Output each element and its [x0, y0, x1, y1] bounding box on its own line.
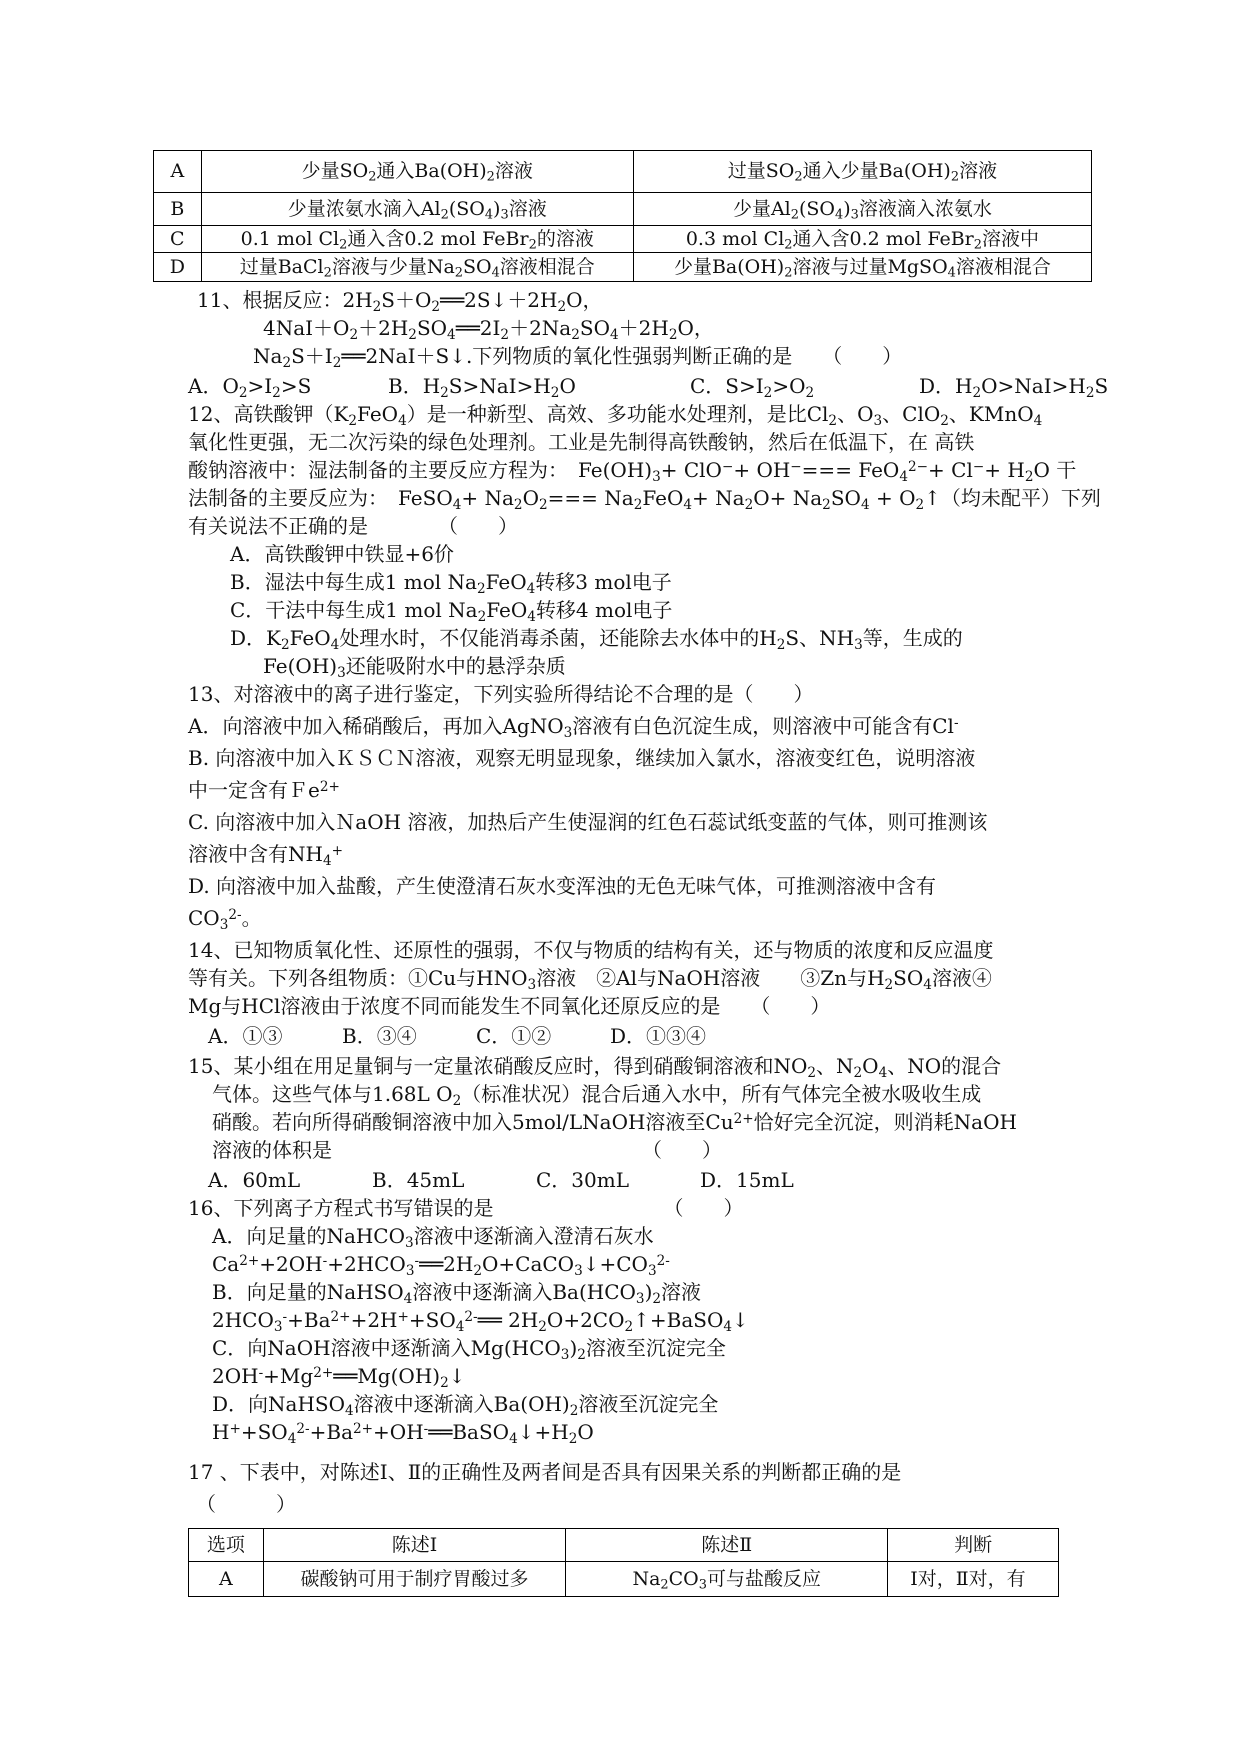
q14-option-a: A．①③: [208, 1024, 283, 1048]
q17-stem-line2: （ ）: [196, 1492, 296, 1516]
q11-option-b: B．$H_2S>NaI>H_2O$: [388, 374, 576, 401]
q12-stem-line5: 有关说法不正确的是 （ ）: [188, 514, 518, 538]
row-label: D: [154, 253, 202, 282]
table-row: [154, 226, 1092, 253]
q16-option-b: B．向足量的NaHSO$_4$溶液中逐渐滴入$Ba(HCO_3)_2$溶液: [212, 1280, 702, 1307]
q16-option-d-equation: $H^++SO_4^{2-}+Ba^{2+}+OH^-══BaSO_4↓+H_2O$: [212, 1420, 594, 1447]
table-cell: 少量$SO_2$通入$Ba(OH)_2$溶液: [201, 151, 633, 193]
table-cell: $Na_2CO_3$可与盐酸反应: [566, 1562, 888, 1597]
table-row: [154, 253, 1092, 282]
row-label: C: [154, 226, 202, 253]
q12-stem-line3: 酸钠溶液中：湿法制备的主要反应方程为： $Fe(OH)_3+ ClO^-+ OH^-=== FeO_4^{2-}+ Cl^-+ H_2O$ 干: [188, 458, 1077, 485]
q15-option-b: B．45mL: [372, 1168, 465, 1192]
q13-option-b-line2: 中一定含有Ｆe$^{2+}$: [188, 778, 340, 802]
q16-option-b-equation: $2HCO_3^-+Ba^{2+}+2H^++SO_4^{2-}══$ $2H_2O+2CO_2↑+BaSO_4↓$: [212, 1308, 749, 1335]
q17-stem-line1: 17 、下表中，对陈述Ⅰ、Ⅱ的正确性及两者间是否具有因果关系的判断都正确的是: [188, 1460, 902, 1484]
q16-stem: 16、下列离子方程式书写错误的是 （ ）: [188, 1196, 744, 1220]
table-row: [154, 193, 1092, 226]
q13-option-d-line1: D. 向溶液中加入盐酸，产生使澄清石灰水变浑浊的无色无味气体，可推测溶液中含有: [188, 874, 937, 898]
table-cell: 少量$Ba(OH)_2$溶液与过量MgSO$_4$溶液相混合: [633, 253, 1091, 282]
table-cell: 0.3 mol $Cl_2$通入含0.2 mol FeBr$_2$溶液中: [633, 226, 1091, 253]
q15-option-a: A．60mL: [208, 1168, 301, 1192]
q16-option-d: D．向NaHSO$_4$溶液中逐渐滴入$Ba(OH)_2$溶液至沉淀完全: [212, 1392, 719, 1419]
row-label: A: [189, 1562, 264, 1597]
q14-stem-line3: Mg与HCl溶液由于浓度不同而能发生不同氧化还原反应的是 （ ）: [188, 994, 831, 1018]
row-label: B: [154, 193, 202, 226]
q13-option-b-line1: B. 向溶液中加入ＫＳＣＮ溶液，观察无明显现象，继续加入氯水，溶液变红色，说明溶液: [188, 746, 976, 770]
table-row: [154, 151, 1092, 193]
q17-judgement-table: [188, 1528, 1059, 1597]
q11-stem-line3: $Na_2S+I_2══2NaI+S↓$.下列物质的氧化性强弱判断正确的是 （ ）: [253, 344, 903, 371]
column-header: 判断: [888, 1529, 1059, 1562]
q16-option-a-equation: $Ca^{2+}+2OH^-+2HCO_3^-══2H_2O+CaCO_3↓+CO_3^{2-}$: [212, 1252, 670, 1279]
q14-stem-line1: 14、已知物质氧化性、还原性的强弱，不仅与物质的结构有关，还与物质的浓度和反应温度: [188, 938, 994, 962]
column-header: 选项: [189, 1529, 264, 1562]
q11-option-a: A．$O_2>I_2>S$: [188, 374, 312, 401]
table-cell: Ⅰ对，Ⅱ对，有: [888, 1562, 1059, 1597]
q15-option-d: D．15mL: [700, 1168, 794, 1192]
q13-option-d-line2: $CO_3^{2-}$。: [188, 906, 262, 933]
table-cell: 过量BaCl$_2$溶液与少量$Na_2SO_4$溶液相混合: [201, 253, 633, 282]
q13-option-c-line1: C. 向溶液中加入ＮaOH 溶液，加热后产生使湿润的红色石蕊试纸变蓝的气体，则可推测该: [188, 810, 988, 834]
q15-option-c: C．30mL: [536, 1168, 629, 1192]
q14-option-d: D．①③④: [610, 1024, 707, 1048]
q14-option-b: B．③④: [342, 1024, 417, 1048]
q15-stem-line3: 硝酸。若向所得硝酸铜溶液中加入5mol/LNaOH溶液至$Cu^{2+}$恰好完全沉淀，则消耗NaOH: [212, 1110, 1017, 1134]
q11-stem-line1: 11、根据反应：$2H_2S+O_2══2S↓+2H_2O$，: [197, 288, 603, 315]
q14-option-c: C．①②: [476, 1024, 552, 1048]
q14-stem-line2: 等有关。下列各组物质：①Cu与$HNO_3$溶液 ②Al与NaOH溶液 ③Zn与$H_2SO_4$溶液④: [188, 966, 992, 993]
q12-option-b: B．湿法中每生成1 mol $Na_2FeO_4$转移3 mol电子: [230, 570, 672, 597]
table-cell: 碳酸钠可用于制疗胃酸过多: [263, 1562, 565, 1597]
row-label: A: [154, 151, 202, 193]
column-header: 陈述Ⅱ: [566, 1529, 888, 1562]
q12-stem-line2: 氧化性更强，无二次污染的绿色处理剂。工业是先制得高铁酸钠，然后在低温下，在 高铁: [188, 430, 975, 454]
column-header: 陈述Ⅰ: [263, 1529, 565, 1562]
q12-option-a: A．高铁酸钾中铁显+6价: [230, 542, 454, 566]
q10-comparison-table: [153, 150, 1092, 282]
table-cell: 少量$Al_2(SO_4)_3$溶液滴入浓氨水: [633, 193, 1091, 226]
q12-option-c: C．干法中每生成1 mol $Na_2FeO_4$转移4 mol电子: [230, 598, 673, 625]
q11-option-d: D．$H_2O>NaI>H_2S$: [919, 374, 1109, 401]
table-cell: 少量浓氨水滴入$Al_2(SO_4)_3$溶液: [201, 193, 633, 226]
q16-option-a: A．向足量的NaHCO$_3$溶液中逐渐滴入澄清石灰水: [212, 1224, 654, 1251]
q12-stem-line1: 12、高铁酸钾$(K_2FeO_4)$是一种新型、高效、多功能水处理剂，是比$Cl_2$、$O_3$、ClO$_2$、KMnO$_4$: [188, 402, 1043, 429]
q12-stem-line4: 法制备的主要反应为： FeSO$_4$+ $Na_2O_2=== Na_2FeO_4+ Na_2O+ Na_2SO_4$ + $O_2↑$（均未配平）下列: [188, 486, 1101, 513]
table-cell: 0.1 mol $Cl_2$通入含0.2 mol FeBr$_2$的溶液: [201, 226, 633, 253]
q13-option-a: A．向溶液中加入稀硝酸后，再加入AgNO$_3$溶液有白色沉淀生成，则溶液中可能含有Cl-: [188, 714, 959, 741]
q11-option-c: C．$S>I_2>O_2$: [690, 374, 815, 401]
q15-stem-line1: 15、某小组在用足量铜与一定量浓硝酸反应时，得到硝酸铜溶液和$NO_2$、$N_2O_4$、NO的混合: [188, 1054, 1002, 1081]
q15-stem-line4: 溶液的体积是 （ ）: [212, 1138, 722, 1162]
q15-stem-line2: 气体。这些气体与1.68L $O_2$（标准状况）混合后通入水中，所有气体完全被水吸收生成: [212, 1082, 982, 1109]
table-cell: 过量$SO_2$通入少量$Ba(OH)_2$溶液: [633, 151, 1091, 193]
q16-option-c: C．向NaOH溶液中逐渐滴入$Mg(HCO_3)_2$溶液至沉淀完全: [212, 1336, 726, 1363]
q16-option-c-equation: $2OH^-+Mg^{2+}══Mg(OH)_2↓$: [212, 1364, 466, 1391]
q12-option-d-line1: D．$K_2FeO_4$处理水时，不仅能消毒杀菌，还能除去水体中的$H_2S$、$NH_3$等，生成的: [230, 626, 963, 653]
table-header-row: [189, 1529, 1059, 1562]
q11-stem-line2: $4NaI+O_2+2H_2SO_4══2I_2+2Na_2SO_4+2H_2O$，: [263, 316, 714, 343]
table-row: [189, 1562, 1059, 1597]
q12-option-d-line2: $Fe(OH)_3$还能吸附水中的悬浮杂质: [263, 654, 566, 681]
q13-option-c-line2: 溶液中含有$NH_4^+$: [188, 842, 343, 869]
q13-stem: 13、对溶液中的离子进行鉴定，下列实验所得结论不合理的是（ ）: [188, 682, 814, 706]
